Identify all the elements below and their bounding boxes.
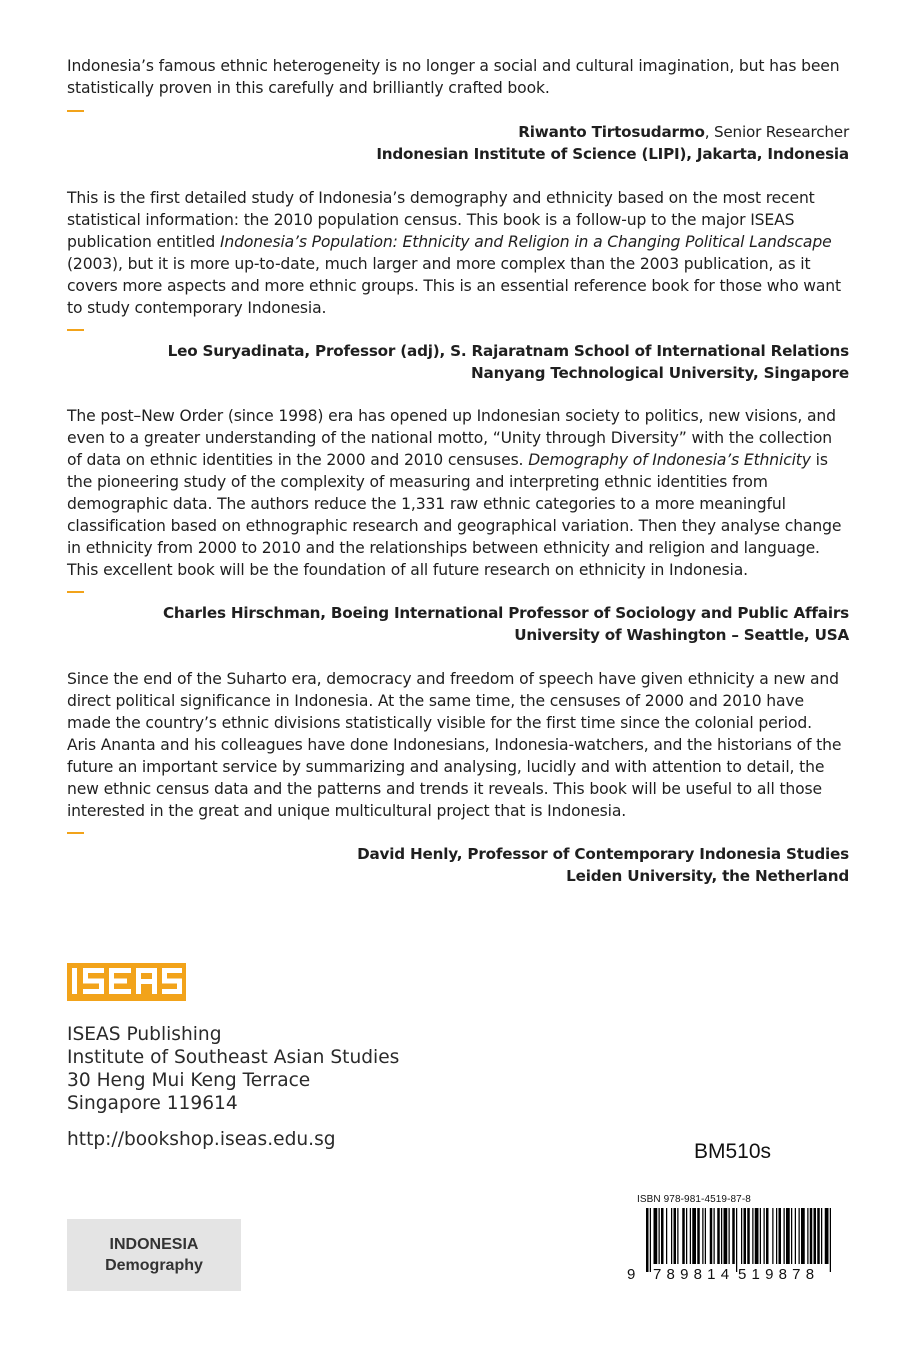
barcode-bar xyxy=(690,1208,691,1264)
barcode-bar xyxy=(717,1208,720,1264)
endorser-role: , Professor (adj), S. Rajaratnam School of International Relations xyxy=(304,342,849,360)
endorser-name: Riwanto Tirtosudarmo xyxy=(518,123,705,141)
barcode-bar xyxy=(766,1208,769,1264)
publisher-name: ISEAS Publishing xyxy=(67,1024,222,1045)
barcode-bar xyxy=(671,1208,672,1264)
barcode-bar xyxy=(747,1208,750,1264)
book-title-italic: Indonesia’s Population: Ethnicity and Religion in a Changing Political Landscape xyxy=(219,233,832,251)
endorsement-quote-3 xyxy=(67,405,842,581)
barcode-bar xyxy=(732,1208,735,1264)
barcode-bar xyxy=(791,1208,792,1264)
publisher-url[interactable]: http://bookshop.iseas.edu.sg xyxy=(67,1129,336,1150)
endorser-name: David Henly xyxy=(357,845,457,863)
barcode-bar xyxy=(801,1208,805,1264)
barcode-bar xyxy=(666,1208,667,1264)
barcode-bar xyxy=(659,1208,660,1264)
endorser-role: , Senior Researcher xyxy=(704,123,849,141)
book-title-italic: Demography of Indonesia’s Ethnicity xyxy=(528,451,811,469)
accent-dash xyxy=(67,329,84,331)
barcode-bar xyxy=(779,1208,782,1264)
barcode-bar xyxy=(821,1208,822,1264)
endorser-affiliation: Leiden University, the Netherland xyxy=(566,867,849,885)
quote-text: is the pioneering study of the complexity of measuring and interpreting ethnic identities from demographic data. The authors reduce the 1,331 raw ethnic categories to a more meaningful classification based on ethnographic research and geographical variation. Then they analyse change in ethnicity from 2000 to 2010 and the relationships between ethnicity and religion and language. This excellent book will be the foundation of all future research on ethnicity in Indonesia. xyxy=(67,451,842,579)
endorsement-quote-1 xyxy=(67,55,842,99)
barcode-bar xyxy=(795,1208,796,1264)
barcode-bar xyxy=(814,1208,817,1264)
publisher-address xyxy=(67,1023,399,1115)
barcode-bar xyxy=(764,1208,765,1264)
endorser-name: Leo Suryadinata xyxy=(167,342,305,360)
barcode-bar xyxy=(786,1208,790,1264)
barcode-bar xyxy=(697,1208,700,1264)
barcode-bar xyxy=(807,1208,808,1264)
category-tag xyxy=(67,1219,241,1291)
category-subtopic: Demography xyxy=(105,1257,203,1274)
barcode-bar xyxy=(686,1208,687,1264)
publisher-institute: Institute of Southeast Asian Studies xyxy=(67,1047,400,1068)
publisher-street: 30 Heng Mui Keng Terrace xyxy=(67,1070,311,1091)
endorser-name: Charles Hirschman xyxy=(162,604,321,622)
barcode-bar xyxy=(646,1208,649,1272)
endorser-affiliation: Nanyang Technological University, Singapore xyxy=(471,364,849,382)
endorser-affiliation: University of Washington – Seattle, USA xyxy=(514,626,849,644)
barcode-bar xyxy=(705,1208,706,1264)
barcode-bar xyxy=(799,1208,800,1264)
barcode-bar xyxy=(736,1208,737,1272)
barcode-bar xyxy=(784,1208,785,1264)
quote-text: The post–New Order (since 1998) era has opened up Indonesian society to politics, new visions, and even to a greater understanding of the national motto, “Unity through Diversity” with the collection of data on ethnic identities in the 2000 and 2010 censuses. xyxy=(67,407,836,469)
quote-text: (2003), but it is more up-to-date, much larger and more complex than the 2003 publication, as it covers more aspects and more ethnic groups. This is an essential reference book for those who want to study contemporary Indonesia. xyxy=(67,255,842,317)
barcode-bar xyxy=(810,1208,813,1264)
barcode-bar xyxy=(744,1208,747,1264)
endorsement-attribution-4 xyxy=(357,843,849,887)
barcode-bar xyxy=(724,1208,728,1264)
barcode-bar xyxy=(714,1208,715,1264)
isbn-barcode xyxy=(626,1208,836,1272)
endorsement-attribution-1 xyxy=(376,121,849,165)
barcode-bar xyxy=(721,1208,722,1264)
category-subject: INDONESIA xyxy=(109,1236,199,1253)
endorser-role: , Boeing International Professor of Sociology and Public Affairs xyxy=(320,604,849,622)
publisher-city: Singapore 119614 xyxy=(67,1093,238,1114)
barcode-bar xyxy=(702,1208,703,1264)
accent-dash xyxy=(67,591,84,593)
endorsement-attribution-2 xyxy=(168,340,849,384)
barcode-bar xyxy=(650,1208,651,1272)
endorser-affiliation: Indonesian Institute of Science (LIPI), Jakarta, Indonesia xyxy=(376,145,849,163)
accent-dash xyxy=(67,832,84,834)
barcode-bar xyxy=(677,1208,678,1264)
barcode-digit-prefix: 9 xyxy=(627,1266,636,1283)
barcode-bar xyxy=(755,1208,759,1264)
endorsement-attribution-3 xyxy=(163,602,849,646)
barcode-bar xyxy=(674,1208,677,1264)
barcode-bar xyxy=(776,1208,777,1264)
barcode-bar xyxy=(661,1208,664,1264)
accent-dash xyxy=(67,110,84,112)
barcode-bar xyxy=(692,1208,696,1264)
quote-text: This is the first detailed study of Indonesia’s demography and ethnicity based on the most recent statistical information: the 2010 population census. This book is a follow-up to the major ISEAS publication entitled xyxy=(67,189,815,251)
endorser-role: , Professor of Contemporary Indonesia Studies xyxy=(456,845,849,863)
barcode-digit-group-left: 789814 xyxy=(653,1266,735,1283)
product-code: BM510s xyxy=(694,1140,772,1163)
endorsement-quote-2 xyxy=(67,187,842,319)
endorsement-quote-4 xyxy=(67,668,842,822)
quote-text: Indonesia’s famous ethnic heterogeneity is no longer a social and cultural imagination, but has been statistically proven in this carefully and brilliantly crafted book. xyxy=(67,57,840,97)
barcode-digit-group-right: 519878 xyxy=(738,1266,820,1283)
barcode-bar xyxy=(830,1208,831,1272)
barcode-bar xyxy=(760,1208,761,1264)
isbn-label: ISBN 978-981-4519-87-8 xyxy=(637,1194,751,1205)
barcode-bar xyxy=(825,1208,829,1264)
quote-text: Since the end of the Suharto era, democracy and freedom of speech have given ethnicity a new and direct political significance in Indonesia. At the same time, the censuses of 2000 and 2010 have made the country’s ethnic divisions statistically visible for the first time since the colonial period. Aris Ananta and his colleagues have done Indonesians, Indonesia-watchers, and the historians of the future an important service by summarizing and analysing, lucidly and with attention to detail, the new ethnic census data and the patterns and trends it reveals. This book will be useful to all those interested in the great and unique multicultural project that is Indonesia. xyxy=(67,670,842,820)
barcode-bar xyxy=(710,1208,713,1264)
barcode-bar xyxy=(817,1208,820,1264)
barcode-bar xyxy=(752,1208,753,1264)
barcode-bar xyxy=(729,1208,730,1264)
barcode-bar xyxy=(772,1208,773,1264)
iseas-logo xyxy=(67,963,186,1001)
barcode-bar xyxy=(741,1208,742,1264)
barcode-bar xyxy=(682,1208,685,1264)
barcode-bar xyxy=(654,1208,658,1264)
